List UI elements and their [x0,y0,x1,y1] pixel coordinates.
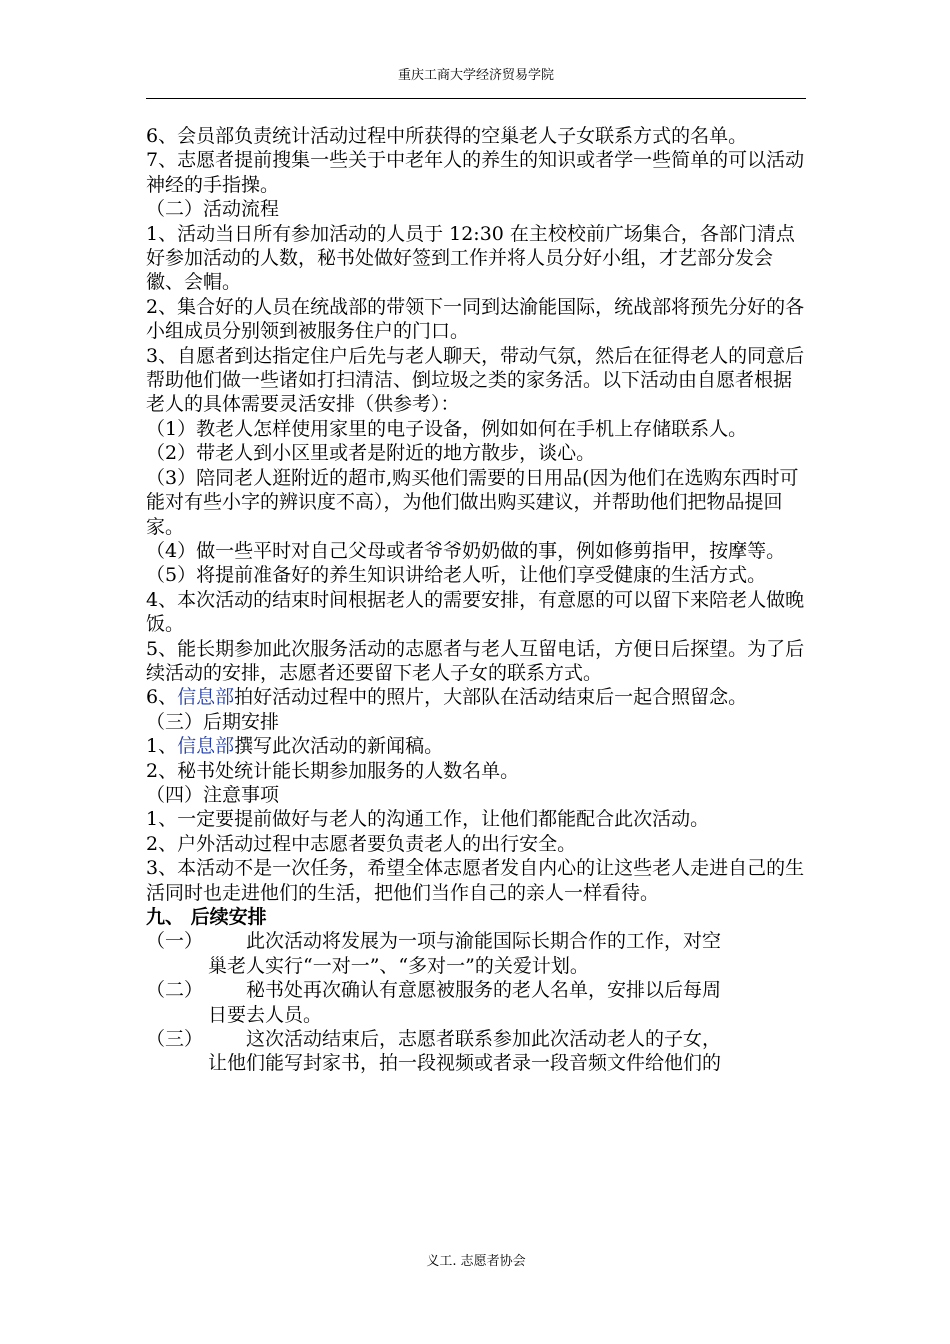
paragraph [146,734,808,758]
paragraph: 1、一定要提前做好与老人的沟通工作，让他们都能配合此次活动。 [146,808,710,831]
paragraph [146,685,808,709]
paragraph-text: 撰写此次活动的新闻稿。 [234,735,444,758]
paragraph: （1）教老人怎样使用家里的电子设备，例如如何在手机上存储联系人。 [146,417,748,440]
paragraph: 2、户外活动过程中志愿者要负责老人的出行安全。 [146,832,577,855]
info-dept-link[interactable]: 信息部 [177,686,235,709]
section-title-notes: （四）注意事项 [146,783,280,806]
paragraph-text: 拍好活动过程中的照片，大部队在活动结束后一起合照留念。 [234,686,748,709]
paragraph: 5、能长期参加此次服务活动的志愿者与老人互留电话，方便日后探望。为了后续活动的安排，志愿者还要留下老人子女的联系方式。 [146,637,805,684]
paragraph: （4）做一些平时对自己父母或者爷爷奶奶做的事，例如修剪指甲，按摩等。 [146,539,786,562]
paragraph-prefix: 1、 [146,735,178,758]
section-title-process: （二）活动流程 [146,198,280,221]
header-rule [146,98,806,99]
numbered-item [146,929,808,978]
numbered-item [146,978,808,1027]
page-header: 重庆工商大学经济贸易学院 [397,68,554,83]
paragraph: 2、集合好的人员在统战部的带领下一同到达渝能国际，统战部将预先分好的各小组成员分别领到被服务住户的门口。 [146,295,805,343]
paragraph: 6、会员部负责统计活动过程中所获得的空巢老人子女联系方式的名单。 [146,125,748,147]
paragraph: （3）陪同老人逛附近的超市,购买他们需要的日用品(因为他们在选购东西时可能对有些小字的辨识度不高），为他们做出购买建议，并帮助他们把物品提回家。 [146,466,799,538]
item-text-continued: 巢老人实行“一对一”、“多对一”的关爱计划。 [208,954,589,977]
item-text: 这次活动结束后，志愿者联系参加此次活动老人的子女， [246,1028,722,1051]
item-text: 此次活动将发展为一项与渝能国际长期合作的工作，对空 [246,930,722,953]
info-dept-link[interactable]: 信息部 [177,735,235,758]
paragraph: 1、活动当日所有参加活动的人员于 12:30 在主校校前广场集合，各部门清点好参加活动的人数，秘书处做好签到工作并将人员分好小组，才艺部分发会徽、会帽。 [146,222,795,294]
item-number: （二） [146,979,204,1002]
item-number: （三） [146,1028,204,1051]
paragraph: （5）将提前准备好的养生知识讲给老人听，让他们享受健康的生活方式。 [146,564,767,587]
page-footer: 义工. 志愿者协会 [426,1254,526,1269]
item-text-continued: 让他们能写封家书，拍一段视频或者录一段音频文件给他们的 [208,1052,722,1075]
paragraph-prefix: 6、 [146,686,178,709]
paragraph: 7、志愿者提前搜集一些关于中老年人的养生的知识或者学一些简单的可以活动神经的手指操。 [146,149,805,196]
paragraph: 2、秘书处统计能长期参加服务的人数名单。 [146,759,520,782]
item-text: 秘书处再次确认有意愿被服务的老人名单，安排以后每周 [246,979,722,1002]
item-number: （一） [146,930,204,953]
numbered-item [146,1027,808,1076]
paragraph: （2）带老人到小区里或者是附近的地方散步，谈心。 [146,442,596,465]
section-heading: 九、 后续安排 [146,906,267,928]
section-title-later: （三）后期安排 [146,710,280,733]
paragraph: 4、本次活动的结束时间根据老人的需要安排，有意愿的可以留下来陪老人做晚饭。 [146,588,805,636]
paragraph: 3、本活动不是一次任务，希望全体志愿者发自内心的让这些老人走进自己的生活同时也走进他们的生活，把他们当作自己的亲人一样看待。 [146,857,805,904]
document-body [146,124,808,1076]
paragraph: 3、自愿者到达指定住户后先与老人聊天，带动气氛，然后在征得老人的同意后帮助他们做一些诸如打扫清洁、倒垃圾之类的家务活。以下活动由自愿者根据老人的具体需要灵活安排（供参考）： [146,344,805,416]
item-text-continued: 日要去人员。 [208,1003,323,1026]
